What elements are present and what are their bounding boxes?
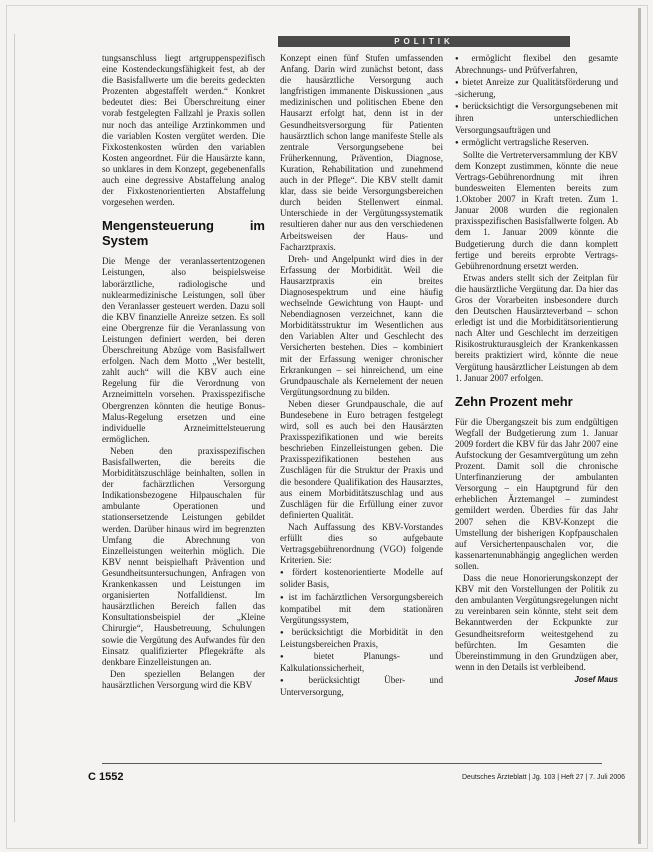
paragraph: Dass die neue Honorierungskonzept der KBV mit den Vorstellungen der Politik zu den ambulanten Vergütungsregelungen nicht zu vereinbaren sein könnte, steht seit dem Bekanntwerden der Eckpunkte zur Gesundheitsreform weitestgehend zu befürchten. Im Gesamten die Übereinstimmung in den Grundzügen aber, wenn in den Details ist verbleibend. bbox=[455, 573, 618, 672]
paragraph: Konzept einen fünf Stufen umfassenden Anfang. Darin wird zunächst betont, dass die hausärztliche Versorgung auch langfristigen immanente Diskussionen „aus medizinischen und politischen Ebene den Hausarzt erfolgt hat, denn ist in der Gesundheitsversorgung für Patienten hausärztlich schon lange manifeste Stelle als zentrale Versorgungsebene bei Früherkennung, Prävention, Diagnose, Kuration, Rehabilitation und zunehmend auch in der Pflege“. Die KBV stellt damit klar, dass sie beide Versorgungsbereichen durch beiden Stellenwert einmal. Unterschiede in der Vergütungssystematik resultieren daher nur aus den verschiedenen Arbeitsweisen der Haus- und Facharztpraxis. bbox=[280, 53, 443, 252]
list-item: ● ist im fachärztlichen Versorgungsbereich kompatibel mit dem stationären Vergütungssystem, bbox=[280, 592, 443, 626]
page-edge-shadow bbox=[638, 8, 641, 844]
page-edge-left bbox=[14, 34, 15, 822]
page-number: C 1552 bbox=[88, 771, 124, 783]
paragraph: Etwas anders stellt sich der Zeitplan für die hausärztliche Vergütung dar. Da hier das Gros der Vorarbeiten insbesondere durch den Deutschen Hausärzteverband – schon erledigt ist und die Morbiditätsorientierung nach Alter und Geschlecht im derzeitigen Risikostrukturausgleich der Krankenkassen bereits praktiziert wird, könnte die neue Vergütung hausärztlicher Leistungen ab dem 1. Januar 2007 erfolgen. bbox=[455, 272, 618, 383]
paragraph: Für die Übergangszeit bis zum endgültigen Wegfall der Budgetierung zum 1. Januar 2009 fordert die KBV für das Jahr 2007 eine Aufstockung der Gesamtvergütung um zehn Prozent. Damit soll die chronische Unterfinanzierung der ambulanten Versorgung – ein Hauptgrund für den erheblichen Ärztemangel – zumindest gemildert werden. Überdies für das Jahr 2007 sehen die KBV-Konzept die Umstellung der bisherigen Kopfpauschalen auf Versichertenpauschalen vor, die kassenartenunabhängig angeglichen werden sollen. bbox=[455, 416, 618, 571]
list-item: ● berücksichtigt die Morbidität in den Leistungsbereichen Praxis, bbox=[280, 627, 443, 650]
list-item: ● berücksichtigt Über- und Unterversorgung, bbox=[280, 675, 443, 698]
footer-rule bbox=[102, 763, 602, 764]
section-header: POLITIK bbox=[278, 36, 570, 47]
list-item: ● bietet Planungs- und Kalkulationssicherheit, bbox=[280, 651, 443, 674]
list-item: ● ermöglicht vertragsliche Reserven. bbox=[455, 137, 618, 149]
text-column-1 bbox=[102, 53, 265, 758]
paragraph: Neben dieser Grundpauschale, die auf Bundesebene in Euro betragen festgelegt wird, soll es auch bei den Hausärzten Praxisspezifikationen und wie bereits beschrieben Einzelleistungen geben. Die Praxisspezifikationen bestehen aus Zuschlägen für die Struktur der Praxis und die besondere Qualifikation des Hausarztes, aus einem Morbiditätszuschlag und aus Zuschlägen für die Erfüllung einer zuvor definierten Qualität. bbox=[280, 398, 443, 520]
list-item: ● berücksichtigt die Versorgungsebenen mit ihren unterschiedlichen Versorgungsaufträgen und bbox=[455, 101, 618, 135]
subheading: Mengensteuerung im System bbox=[102, 218, 265, 249]
text-column-3 bbox=[455, 53, 618, 758]
list-item: ● ermöglicht flexibel den gesamte Abrechnungs- und Prüfverfahren, bbox=[455, 53, 618, 76]
text-column-2 bbox=[280, 53, 443, 758]
paragraph: Die Menge der veranlassertentzogenen Leistungen, also beispielsweise laborärztliche, radiologische und nuklearmedizinische Leistungen, soll über den Veranlasser gesteuert werden. Dazu soll die KBV finanzielle Anreize setzen. Es soll eine Obergrenze für die Veranlassung von Leistungen definiert werden, bei deren Überschreitung Abzüge vom Basisfallwert erfolgen. Nach dem Motto „Wer bestellt, zahlt auch“ will die KBV auch eine Regelung für die Verordnung von Arzneimitteln vorsehen. Praxisspezifische Obergrenzen könnten die heutige Bonus-Malus-Regelung ersetzen und eine individuelle Arzneimittelsteuerung ermöglichen. bbox=[102, 256, 265, 444]
paragraph: Nach Auffassung des KBV-Vorstandes erfüllt dies so aufgebaute Vertragsgebührenordnung (VGO) folgende Kriterien. Sie: bbox=[280, 521, 443, 566]
paragraph: Sollte die Vertreterversammlung der KBV dem Konzept zustimmen, könnte die neue Vertrags-Gebührenordnung mit ihren bundesweiten Elementen bereits zum 1.Oktober 2007 in Kraft treten. Zum 1. Januar 2008 wurden die regionalen praxisspezifischen Basisfallwerte folgen. Ab dem 1. Januar 2009 könnte die Budgetierung durch die dann komplett fertige und bereits erprobte Vertrags-Gebührenordnung ersetzt werden. bbox=[455, 149, 618, 271]
paragraph: Dreh- und Angelpunkt wird dies in der Erfassung der Morbidität. Weil die Hausarztpraxis ein breites Diagnosespektrum und eine häufig wechselnde Gewichtung von Haupt- und Nebendiagnosen verzeichnet, kann die Morbiditätsstruktur im Wesentlichen aus den Variablen Alter und Geschlecht des Versicherten bestehen. Dies – kombiniert mit der Erfassung weniger chronischer Erkrankungen – sei hinreichend, um eine Grundpauschale als Kernelement der neuen Vergütungsordnung zu bilden. bbox=[280, 253, 443, 397]
list-item: ● bietet Anreize zur Qualitätsförderung und -sicherung, bbox=[455, 77, 618, 100]
criteria-list-continued bbox=[455, 53, 618, 149]
subheading: Zehn Prozent mehr bbox=[455, 393, 573, 409]
paragraph: tungsanschluss liegt artgruppenspezifisch eine Kostendeckungsfähigkeit fest, ab der die Basisfallwerte um die bereits gedeckten Prozenten abgestaffelt werden.“ Konkret bedeutet dies: Bei Überschreitung einer vorab festgelegten Fallzahl je Praxis sollen nur noch das anteilige Arztinkommen und die variablen Kosten vergütet werden. Die Fixkostenkosten würden den variablen Kosten angeordnet. Für die Hausärzte kann, so unklares in dem Konzept, gegebenenfalls auch eine degressive Abstaffelung analog der Fixkostenorientierten Abstaffelung vorgesehen werden. bbox=[102, 53, 265, 208]
criteria-list bbox=[280, 567, 443, 698]
paragraph: Den speziellen Belangen der hausärztlichen Versorgung wird die KBV bbox=[102, 668, 265, 690]
author-byline: Josef Maus bbox=[574, 674, 618, 684]
publication-reference: Deutsches Ärzteblatt | Jg. 103 | Heft 27 | 7. Juli 2006 bbox=[462, 774, 626, 781]
list-item: ● fördert kostenorientierte Modelle auf solider Basis, bbox=[280, 567, 443, 590]
paragraph: Neben den praxisspezifischen Basisfallwerten, die bereits die Morbiditätszuschläge beinhalten, sollen in der fachärztlichen Versorgung Indikationsbezogene Hilpauschalen für ambulante Operationen und stationsersetzende Leistungen gebildet werden. Darüber hinaus wird im begrenzten Umfang die Abrechnung von Einzelleistungen weiterhin möglich. Die KBV nennt beispielhaft Prävention und Gesundheitsuntersuchungen, Anfragen von Krankenkassen und Leistungen im organisierten Notfalldienst. Im hausärztlichen Bereich fallen das Konsultationsbeispiel der „Kleine Chirurgie“, Hausbetreuung, Schulungen sowie die Vergütung des Aufwandes für den Einsatz qualifizierter Pflegekräfte als denkbare Einzelleistungen an. bbox=[102, 445, 265, 667]
